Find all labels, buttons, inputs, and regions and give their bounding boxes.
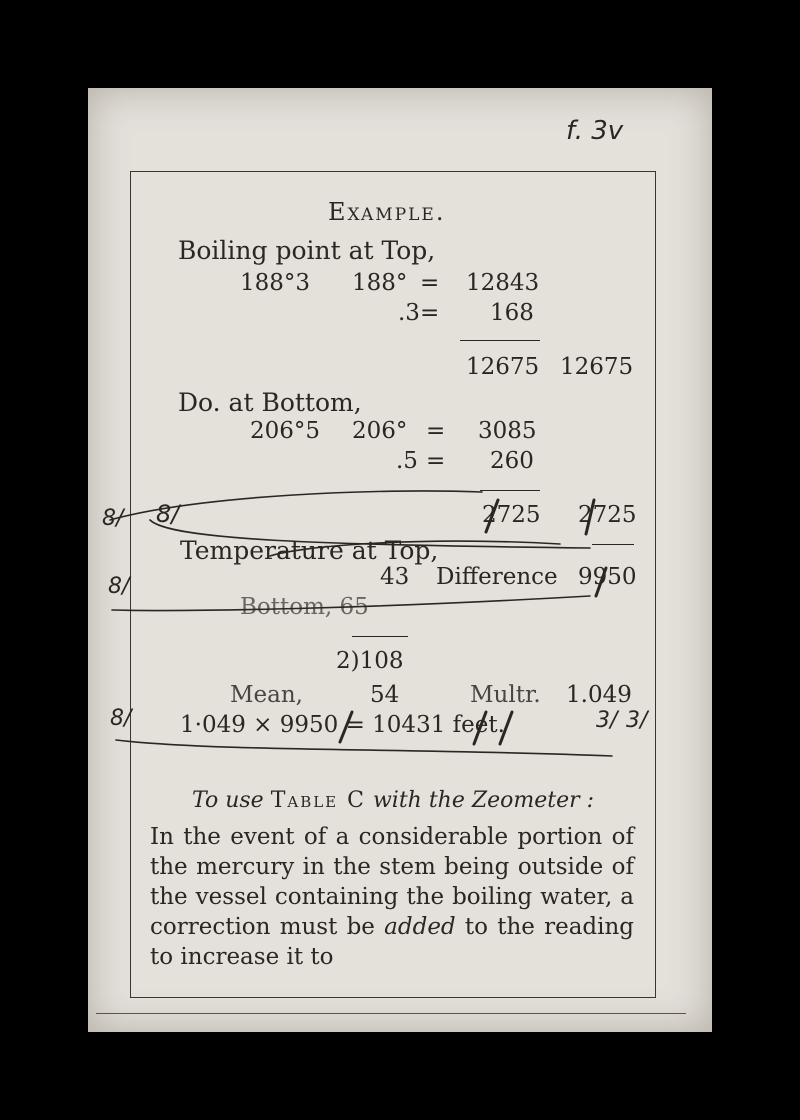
multiplier-label: Multr.	[470, 682, 541, 708]
bottom-equals-2: =	[426, 448, 446, 474]
top-equals-1: =	[420, 270, 440, 296]
table-instruction-heading	[192, 788, 594, 813]
table-heading-prefix: To use	[192, 788, 264, 813]
table-heading-suffix: with the Zeometer :	[372, 788, 595, 813]
top-result-column: 12675	[560, 354, 634, 380]
margin-mark-5: 3/	[596, 708, 618, 733]
bottom-value-1: 3085	[478, 418, 537, 444]
bottom-result: 2725	[482, 502, 541, 528]
difference-label: Difference	[436, 564, 558, 590]
bottom-reading: 206°5	[250, 418, 321, 444]
mean-label: Mean,	[230, 682, 303, 708]
bottom-result-column: 2725	[578, 502, 637, 528]
top-result: 12675	[466, 354, 540, 380]
paragraph-text-end: to the reading to increase it to	[150, 914, 635, 970]
margin-mark-4: 8/	[110, 706, 132, 731]
top-fraction: .3	[398, 300, 420, 326]
mean-value: 54	[370, 682, 400, 708]
margin-mark-6: 3/	[626, 708, 648, 733]
top-degrees: 188°	[352, 270, 408, 296]
table-heading-table: Table C	[270, 788, 366, 813]
final-calculation: 1·049 × 9950 = 10431 feet.	[180, 712, 505, 738]
temperature-bottom: Bottom, 65	[240, 594, 369, 620]
example-heading: Example.	[328, 198, 446, 226]
top-reading: 188°3	[240, 270, 311, 296]
bottom-value-2: 260	[490, 448, 534, 474]
bottom-equals-1: =	[426, 418, 446, 444]
paragraph-emphasis: added	[384, 914, 456, 940]
top-value-2: 168	[490, 300, 534, 326]
top-value-1: 12843	[466, 270, 540, 296]
margin-mark-3: 8/	[108, 574, 130, 599]
bottom-degrees: 206°	[352, 418, 408, 444]
bottom-label: Do. at Bottom,	[178, 388, 362, 417]
multiplier-value: 1.049	[566, 682, 632, 708]
correction-paragraph	[150, 822, 634, 972]
bottom-fraction: .5	[396, 448, 418, 474]
temperature-label: Temperature at Top,	[180, 536, 439, 565]
top-equals-2: =	[420, 300, 440, 326]
margin-mark-2: 8/	[156, 500, 180, 528]
paragraph-text: In the event of a considerable portion of the mercury in the stem being outside of the vessel containing the boiling water, a correction must be	[150, 824, 634, 940]
folio-number: f. 3v	[566, 116, 624, 146]
difference-value: 9950	[578, 564, 637, 590]
temperature-sum: 2)108	[336, 648, 404, 674]
boiling-top-label: Boiling point at Top,	[178, 236, 436, 265]
margin-mark-1: 8/	[102, 506, 124, 531]
temperature-top: 43	[380, 564, 410, 590]
